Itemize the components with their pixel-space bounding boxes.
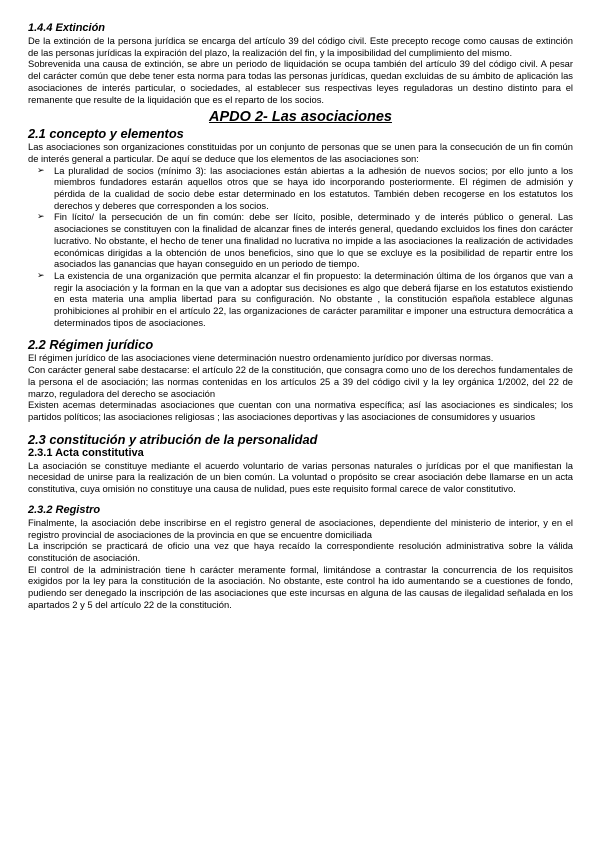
paragraph: Finalmente, la asociación debe inscribirse en el registro general de asociaciones, dependiente del ministerio de interior, y en el registro provincial de asociaciones de la provincia en que se encuentre domiciliada [28, 516, 573, 540]
section-2-1 [28, 126, 573, 328]
section-2-3-heading: 2.3 constitución y atribución de la personalidad [28, 431, 318, 447]
list-item-text: Fin lícito/ la persecución de un fin común: debe ser lícito, posible, determinado y de interés público o general. Las asociaciones se constituyen con la finalidad de alcanzar fines de interés general, quedando excluidos los fines don carácter lucrativo. No obstante, el hecho de tener una finalidad no lucrativa no impide a las asociaciones la realización de actividades económicas dirigidas a la obtención de unos beneficios, sino que lo que se excluye es la posibilidad de repartir entre los asociados las ganancias que hayan conseguido en un periodo de tiempo. [54, 211, 573, 270]
elements-list [28, 165, 573, 329]
arrow-bullet-icon: ➢ [37, 164, 45, 175]
list-item-text: La pluralidad de socios (mínimo 3): las asociaciones están abiertas a la adhesión de nuevos socios; por ello junto a los miembros fundadores estarán aquellos otros que se haya ido incorporando posteriormente. El régimen de admisión y pérdida de la cualidad de socio debe estar determinado en los estatutos. También deben recogerse en los estatutos los derechos y deberes que corresponden a los socios. [54, 164, 573, 211]
list-item-text: La existencia de una organización que permita alcanzar el fin propuesto: la determinación última de los órganos que van a regir la asociación y la forman en la que van a adoptar sus decisiones es algo que deberá fijarse en los estatutos existiendo en esta materia una amplia libertad para su configuración. No obstante , la constitución española establece algunas prohibiciones al prohibir en el artículo 22, las organizaciones de carácter paramilitar e imponer una estructura democrática a determinados tipos de asociaciones. [54, 269, 573, 328]
section-1-4-4 [28, 22, 573, 105]
section-2-2 [28, 337, 573, 422]
section-2-3-1-heading: 2.3.1 Acta constitutiva [28, 446, 144, 459]
paragraph: Con carácter general sabe destacarse: el artículo 22 de la constitución, que consagra como uno de los derechos fundamentales de la persona el de asociación; las normas contenidas en los artículos 25 a 39 del código civil y la ley orgánica 1/2002, del 22 de marzo, reguladora del derecho se asociación [28, 364, 573, 399]
section-2-3 [28, 432, 573, 611]
list-item [28, 270, 573, 329]
apdo-2-heading: APDO 2- Las asociaciones [209, 109, 392, 126]
paragraph: Existen acemas determinadas asociaciones que cuentan con una normativa específica; así las asociaciones es sindicales; los partidos políticos; las asociaciones religiosas ; las asociaciones deportivas y las asociaciones de consumidores y usuarios [28, 399, 573, 422]
list-item [28, 211, 573, 270]
arrow-bullet-icon: ➢ [37, 211, 45, 222]
paragraph: Las asociaciones son organizaciones constituidas por un conjunto de personas que se unen para la consecución de un fin común de interés general a particular. De aquí se deduce que los elementos de las asociaciones son: [28, 141, 573, 164]
section-2-1-heading: 2.1 concepto y elementos [28, 126, 184, 142]
arrow-bullet-icon: ➢ [37, 269, 45, 280]
list-item [28, 165, 573, 212]
section-2-2-heading: 2.2 Régimen jurídico [28, 337, 154, 353]
paragraph: La asociación se constituye mediante el acuerdo voluntario de varias personas naturales o jurídicas por el que manifiestan la necesidad de unirse para la realización de un bien común. La voluntad o propósito se crear asociación debe llamarse en un acta constitutiva, cuya omisión no constituye una causa de nulidad, pues este requisito formal carece de valor constitutivo. [28, 459, 573, 495]
paragraph: Sobrevenida una causa de extinción, se abre un periodo de liquidación se ocupa también del artículo 39 del código civil. A pesar del carácter común que debe tener esta norma para todas las personas jurídicas, quedan excluidas de su ámbito de aplicación las asociaciones de interés particular, o sociedades, al establecer sus respectivas leyes reguladoras un destino distinto para el remanente que resulte de la liquidación que es el reparto de los socios. [28, 58, 573, 105]
section-1-4-4-heading: 1.4.4 Extinción [28, 22, 106, 34]
paragraph: La inscripción se practicará de oficio una vez que haya recaído la correspondiente resolución administrativa sobre la válida constitución de asociación. [28, 540, 573, 563]
paragraph: De la extinción de la persona jurídica se encarga del artículo 39 del código civil. Este precepto recoge como causas de extinción de las personas jurídicas la expiración del plazo, la realización del fin, y la imposibilidad del cumplimiento del mismo. [28, 35, 573, 58]
section-2-3-2-heading: 2.3.2 Registro [28, 503, 101, 516]
paragraph: El régimen jurídico de las asociaciones viene determinación nuestro ordenamiento jurídico por diversas normas. [28, 352, 494, 364]
paragraph: El control de la administración tiene h carácter meramente formal, limitándose a contrastar la concurrencia de los requisitos exigidos por la ley para la constitución de la asociación. No obstante, este control ha ido aumentando se a cuestiones de fondo, pudiendo ser denegado la inscripción de las asociaciones que este incursas en alguna de las causas de ilegalidad señalada en los apartados 2 y 5 del artículo 22 de la constitución. [28, 563, 573, 610]
